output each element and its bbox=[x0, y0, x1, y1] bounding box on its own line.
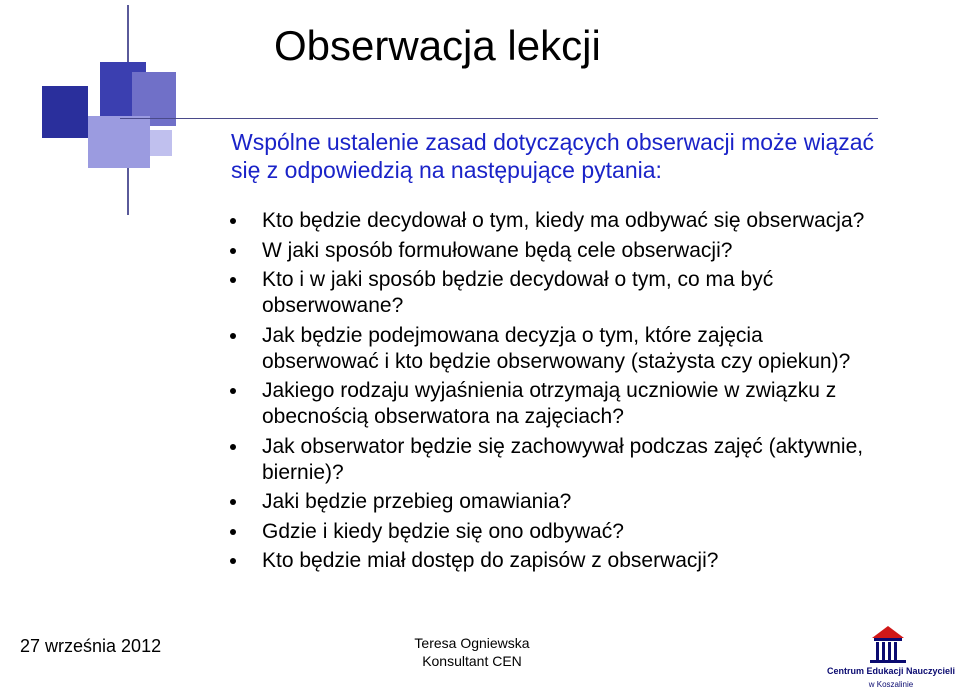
bullet-icon bbox=[230, 248, 236, 254]
list-item bbox=[230, 323, 870, 375]
question-list bbox=[230, 208, 870, 578]
author-name: Teresa Ogniewska bbox=[414, 635, 530, 651]
title-divider bbox=[120, 118, 878, 119]
logo-location: w Koszalinie bbox=[868, 680, 914, 689]
bullet-icon bbox=[230, 529, 236, 535]
bullet-icon bbox=[230, 218, 236, 224]
bullet-icon bbox=[230, 499, 236, 505]
list-item-text: W jaki sposób formułowane będą cele obserwacji? bbox=[262, 238, 733, 262]
list-item-text: Jakiego rodzaju wyjaśnienia otrzymają uczniowie w związku z obecnością obserwatora na zajęciach? bbox=[262, 379, 837, 428]
decorative-square bbox=[88, 116, 150, 168]
list-item bbox=[230, 489, 870, 515]
footer-date: 27 września 2012 bbox=[20, 636, 162, 656]
list-item bbox=[230, 267, 870, 319]
list-item-text: Jak będzie podejmowana decyzja o tym, które zajęcia obserwować i kto będzie obserwowany (stażysta czy opiekun)? bbox=[262, 323, 851, 373]
list-item bbox=[230, 548, 870, 574]
bullet-icon bbox=[230, 444, 236, 450]
bullet-icon bbox=[230, 388, 236, 394]
list-item-text: Jaki będzie przebieg omawiania? bbox=[262, 490, 572, 513]
list-item-text: Kto będzie miał dostęp do zapisów z obserwacji? bbox=[262, 549, 719, 572]
author-role: Konsultant CEN bbox=[422, 653, 522, 669]
footer-author bbox=[372, 634, 572, 670]
slide-title: Obserwacja lekcji bbox=[274, 22, 601, 69]
list-item-text: Gdzie i kiedy będzie się ono odbywać? bbox=[262, 519, 624, 543]
decorative-square bbox=[150, 130, 172, 156]
list-item bbox=[230, 519, 870, 545]
bullet-icon bbox=[230, 558, 236, 564]
bullet-icon bbox=[230, 277, 236, 283]
slide-subtitle: Wspólne ustalenie zasad dotyczących obserwacji może wiązać się z odpowiedzią na następujące pytania: bbox=[231, 129, 875, 183]
decorative-square bbox=[42, 86, 88, 138]
list-item bbox=[230, 208, 870, 234]
list-item bbox=[230, 238, 870, 264]
list-item bbox=[230, 434, 870, 486]
bullet-icon bbox=[230, 333, 236, 339]
list-item bbox=[230, 378, 870, 430]
list-item-text: Kto i w jaki sposób będzie decydował o tym, co ma być obserwowane? bbox=[262, 268, 774, 317]
list-item-text: Jak obserwator będzie się zachowywał podczas zajęć (aktywnie, biernie)? bbox=[262, 434, 864, 484]
list-item-text: Kto będzie decydował o tym, kiedy ma odbywać się obserwacja? bbox=[262, 209, 865, 232]
logo-name: Centrum Edukacji Nauczycieli bbox=[826, 666, 956, 676]
